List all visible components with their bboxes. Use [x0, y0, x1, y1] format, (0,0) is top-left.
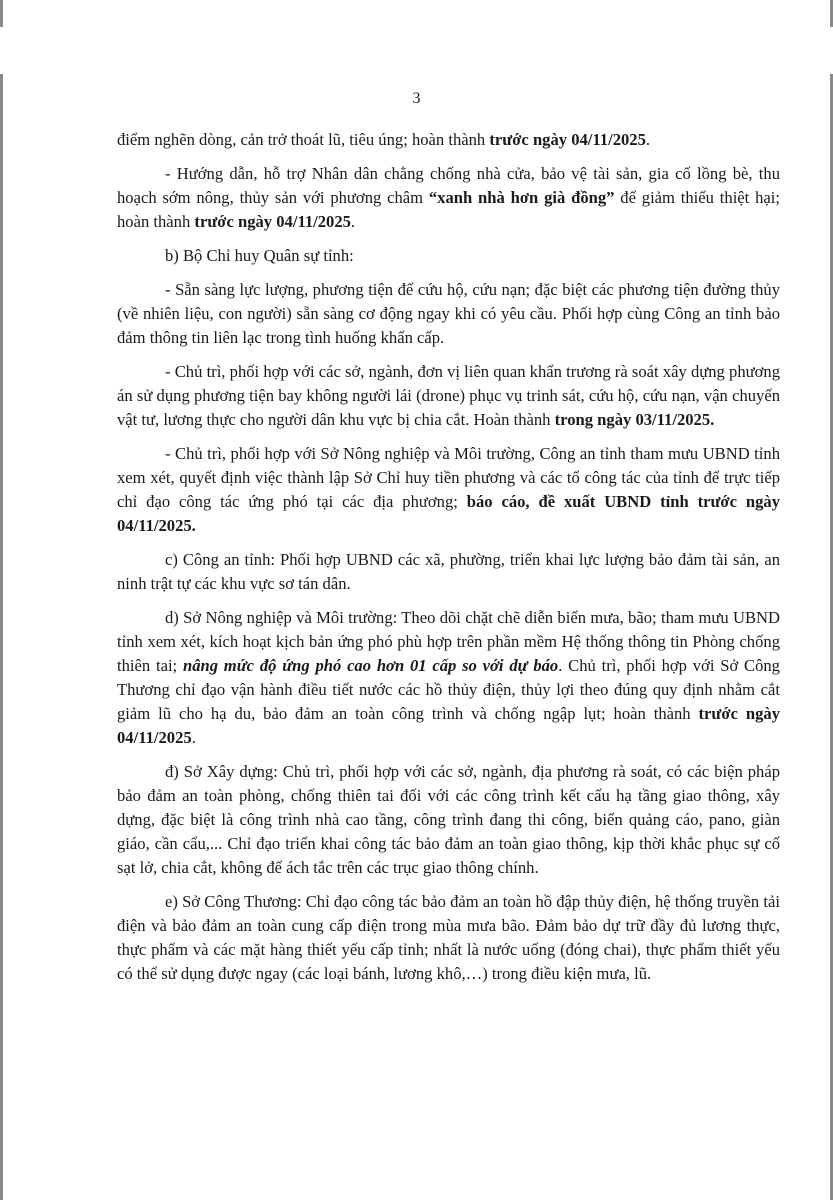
- paragraph-text: - Hướng dẫn, hỗ trợ Nhân dân chằng chống nhà cửa, bảo vệ tài sản, gia cố lồng bè, thu hoạch sớm nông, thủy sản với phương châm: [117, 164, 780, 207]
- emphasized-text: báo cáo, đề xuất UBND tỉnh trước ngày 04/11/2025.: [117, 492, 780, 535]
- paragraph-text: .: [645, 130, 651, 149]
- paragraph: [117, 278, 780, 350]
- paragraph: [117, 162, 780, 234]
- paragraph-text: - Chủ trì, phối hợp với Sở Nông nghiệp và Môi trường, Công an tỉnh tham mưu UBND tỉnh xem xét, quyết định việc thành lập Sở Chỉ huy tiền phương và các tổ công tác của tỉnh để trực tiếp chỉ đạo công tác ứng phó tại các địa phương;: [117, 444, 780, 511]
- paragraph: [117, 244, 780, 268]
- paragraph-text: c) Công an tỉnh: Phối hợp UBND các xã, phường, triển khai lực lượng bảo đảm tài sản, an ninh trật tự các khu vực sơ tán dân.: [117, 550, 780, 593]
- page-number: 3: [412, 90, 421, 107]
- paragraph-text: - Sẵn sàng lực lượng, phương tiện để cứu hộ, cứu nạn; đặc biệt các phương tiện đường thủy (về nhiên liệu, con người) sẵn sàng cơ động ngay khi có yêu cầu. Phối hợp cùng Công an tỉnh bảo đảm thông tin liên lạc trong tình huống khẩn cấp.: [117, 280, 780, 347]
- paragraph: [117, 128, 780, 152]
- paragraph: [117, 548, 780, 596]
- previous-page-left-edge: [0, 0, 3, 27]
- paragraph-text: . Chủ trì, phối hợp với Sở Công Thương chỉ đạo vận hành điều tiết nước các hồ thủy điện, thủy lợi theo đúng quy định nhằm cắt giảm lũ cho hạ du, bảo đảm an toàn công trình và chống ngập lụt; hoàn thành: [117, 656, 780, 723]
- paragraph-text: e) Sở Công Thương: Chỉ đạo công tác bảo đảm an toàn hồ đập thủy điện, hệ thống truyền tải điện và bảo đảm an toàn cung cấp điện trong mùa mưa bão. Đảm bảo dự trữ đầy đủ lương thực, thực phẩm và các mặt hàng thiết yếu cấp tỉnh; nhất là nước uống (đóng chai), thực phẩm thiết yếu có thể sử dụng được ngay (các loại bánh, lương khô,…) trong điều kiện mưa, lũ.: [117, 892, 780, 983]
- emphasized-text: “xanh nhà hơn già đồng”: [428, 188, 615, 207]
- paragraph: [117, 890, 780, 986]
- paragraph-text: d) Sở Nông nghiệp và Môi trường: Theo dõi chặt chẽ diễn biến mưa, bão; tham mưu UBND tỉnh xem xét, kích hoạt kịch bản ứng phó phù hợp trên phần mềm Hệ thống thông tin Phòng chống thiên tai;: [117, 608, 780, 675]
- emphasized-text: trước ngày 04/11/2025: [489, 130, 646, 149]
- paragraph-text: điểm nghẽn dòng, cản trở thoát lũ, tiêu úng; hoàn thành: [117, 130, 490, 149]
- emphasized-text: trước ngày 04/11/2025: [194, 212, 351, 231]
- paragraph: [117, 442, 780, 538]
- emphasized-text: trong ngày 03/11/2025.: [554, 410, 715, 429]
- paragraph-text: .: [191, 728, 196, 747]
- paragraph-text: b) Bộ Chỉ huy Quân sự tỉnh:: [165, 246, 354, 265]
- emphasized-text: trước ngày 04/11/2025: [117, 704, 780, 747]
- paragraph-text: .: [350, 212, 356, 231]
- paragraph: [117, 606, 780, 750]
- paragraph-text: để giảm thiểu thiệt hại; hoàn thành: [117, 188, 780, 231]
- document-body: [117, 128, 780, 996]
- paragraph: [117, 360, 780, 432]
- emphasized-text: nâng mức độ ứng phó cao hơn 01 cấp so với dự báo: [182, 656, 559, 675]
- paragraph: [117, 760, 780, 880]
- paragraph-text: - Chủ trì, phối hợp với các sở, ngành, đơn vị liên quan khẩn trương rà soát xây dựng phương án sử dụng phương tiện bay không người lái (drone) phục vụ trinh sát, cứu hộ, cứu nạn, vận chuyển vật tư, lương thực cho người dân khu vực bị chia cắt. Hoàn thành: [117, 362, 780, 429]
- page-left-edge: [0, 74, 3, 1200]
- paragraph-text: đ) Sở Xây dựng: Chủ trì, phối hợp với các sở, ngành, địa phương rà soát, có các biện pháp bảo đảm an toàn phòng, chống thiên tai đối với các công trình kết cấu hạ tầng giao thông, xây dựng, đặc biệt là công trình nhà cao tầng, công trình đang thi công, biển quảng cáo, pano, giàn giáo, cần cẩu,... Chỉ đạo triển khai công tác bảo đảm an toàn giao thông, kịp thời khắc phục sự cố sạt lở, chia cắt, không để ách tắc trên các trục giao thông chính.: [117, 762, 780, 877]
